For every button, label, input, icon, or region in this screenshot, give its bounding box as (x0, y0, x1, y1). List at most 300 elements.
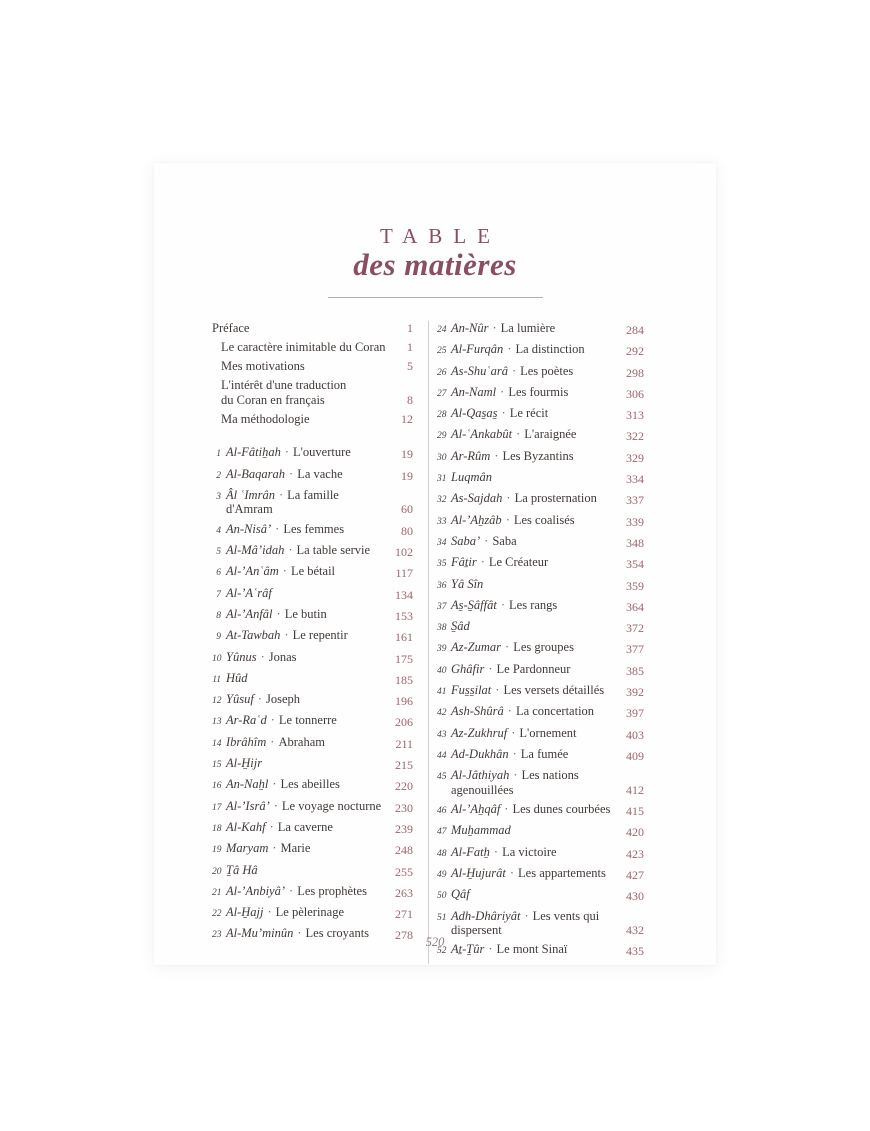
page-number: 271 (395, 907, 413, 922)
entry-label-line (451, 845, 617, 860)
entry-label (226, 564, 386, 581)
separator-dot: · (504, 802, 509, 817)
entry-label-line (226, 488, 386, 503)
toc-entry (437, 640, 644, 657)
front-matter-entry (212, 359, 413, 374)
page-number: 255 (395, 864, 413, 879)
entry-label (226, 488, 386, 517)
page-number: 337 (626, 493, 644, 508)
surah-translation: La distinction (515, 342, 585, 357)
entry-label-line (451, 866, 617, 881)
surah-translation: La prosternation (514, 491, 597, 506)
surah-number: 17 (212, 802, 222, 813)
surah-translation: Marie (280, 841, 311, 856)
surah-number: 12 (212, 696, 222, 707)
surah-number: 37 (437, 601, 447, 612)
page-number: 175 (395, 651, 413, 666)
surah-name: As-Shuʿarâ (451, 363, 508, 378)
surah-number: 31 (437, 474, 447, 485)
page-number: 420 (626, 825, 644, 840)
page-number: 377 (626, 642, 644, 657)
toc-entry (437, 364, 644, 381)
surah-number: 48 (437, 848, 447, 859)
surah-number: 28 (437, 410, 447, 421)
separator-dot: · (272, 777, 277, 792)
surah-translation: Les dunes courbées (512, 802, 611, 817)
separator-dot: · (275, 521, 280, 536)
entry-label-line (451, 513, 617, 528)
toc-entry (437, 845, 644, 862)
surah-name: Al-Furqân (451, 342, 504, 357)
entry-label (451, 513, 617, 530)
surah-translation: L'araignée (524, 427, 577, 442)
surah-translation: Le butin (284, 606, 327, 621)
page-number: 278 (395, 928, 413, 943)
entry-label-line (451, 427, 617, 442)
surah-number: 4 (216, 525, 221, 536)
surah-name: Qâf (451, 887, 470, 902)
page-number: 415 (626, 804, 644, 819)
surah-name: Fâṯir (451, 555, 477, 570)
entry-label (451, 823, 617, 840)
toc-entry (212, 735, 413, 752)
page-number: 427 (626, 867, 644, 882)
entry-label (212, 321, 386, 336)
entry-label (226, 692, 386, 709)
page-number: 161 (395, 630, 413, 645)
surah-number: 8 (216, 610, 221, 621)
toc-entry (212, 628, 413, 645)
page-number: 5 (407, 359, 413, 374)
separator-dot: · (276, 606, 281, 621)
page-number: 102 (395, 545, 413, 560)
surah-number: 40 (437, 665, 447, 676)
surah-translation: La fumée (520, 746, 569, 761)
surah-name: Ar-Raʿd (226, 713, 267, 728)
surah-translation: Les vents qui (532, 908, 600, 923)
toc-entry (437, 577, 644, 594)
surah-name: Al-Jâthiyah (451, 768, 510, 783)
page-number: 1 (407, 321, 413, 335)
surah-name: Yâ Sîn (451, 576, 484, 591)
entry-label (226, 650, 386, 667)
surah-number: 33 (437, 516, 447, 527)
surah-number: 38 (437, 623, 447, 634)
surah-name: Ibrâhîm (226, 734, 267, 749)
page-number: 423 (626, 846, 644, 861)
toc-entry (437, 406, 644, 423)
surah-name: Az-Zumar (451, 640, 502, 655)
entry-label (226, 445, 386, 462)
surah-list-left (212, 445, 413, 943)
surah-number: 1 (216, 449, 221, 460)
surah-name: Fus̱s̱ilat (451, 683, 492, 698)
surah-translation: La table servie (296, 543, 371, 558)
separator-dot: · (505, 512, 510, 527)
toc-entry (212, 756, 413, 773)
toc-entry (212, 841, 413, 858)
entry-label-line (451, 640, 617, 655)
page-number: 239 (395, 821, 413, 836)
surah-name: Al-’Anʿâm (226, 564, 279, 579)
entry-label-line (451, 726, 617, 741)
surah-translation: La caverne (277, 819, 333, 834)
surah-translation: La lumière (500, 321, 556, 335)
separator-dot: · (273, 798, 278, 813)
entry-label (451, 555, 617, 572)
surah-number: 30 (437, 452, 447, 463)
page-number: 80 (401, 523, 413, 538)
entry-label-line (451, 342, 617, 357)
surah-name: Al-Mu’minûn (226, 926, 294, 941)
toc-entry (437, 866, 644, 883)
surah-translation: Les croyants (305, 926, 370, 941)
entry-label (451, 747, 617, 764)
entry-label-line: Ma méthodologie (221, 411, 310, 426)
entry-label-line (226, 713, 386, 728)
surah-translation: Jonas (268, 649, 297, 664)
toc-entry (437, 470, 644, 487)
entry-label-line (451, 683, 617, 698)
separator-dot: · (511, 725, 516, 740)
entry-label-line (451, 406, 617, 421)
toc-entry (437, 683, 644, 700)
page-number: 19 (401, 447, 413, 462)
surah-translation: La concertation (515, 704, 595, 719)
separator-dot: · (278, 487, 284, 502)
entry-label-line (226, 735, 386, 750)
front-matter-entry (212, 340, 413, 355)
surah-name: Al-’Aʿrâf (226, 585, 272, 600)
title-divider-rule (328, 297, 543, 298)
separator-dot: · (297, 926, 302, 941)
entry-label-line (226, 863, 386, 878)
toc-entry (212, 488, 413, 517)
entry-label (451, 598, 617, 615)
surah-name: Ar-Rûm (451, 448, 491, 463)
entry-label (221, 378, 386, 407)
surah-name: As-Sajdah (451, 491, 503, 506)
page-number: 329 (626, 450, 644, 465)
surah-number: 34 (437, 537, 447, 548)
entry-label (451, 662, 617, 679)
page-number: 220 (395, 779, 413, 794)
page-number: 298 (626, 365, 644, 380)
surah-number: 21 (212, 887, 222, 898)
toc-entry (212, 607, 413, 624)
surah-number: 42 (437, 708, 447, 719)
surah-number: 32 (437, 495, 447, 506)
entry-label (226, 884, 386, 901)
surah-translation: Le voyage nocturne (281, 798, 382, 813)
entry-label-line (226, 607, 386, 622)
surah-name: Az-Zukhruf (451, 725, 508, 740)
separator-dot: · (284, 628, 289, 643)
surah-name: At-Tawbah (226, 628, 281, 643)
surah-number: 24 (437, 325, 447, 335)
separator-dot: · (506, 491, 511, 506)
surah-number: 41 (437, 687, 447, 698)
surah-name: Al-Fatẖ (451, 844, 490, 859)
surah-name: Al-’Aẖzâb (451, 512, 502, 527)
surah-name: Ghâfir (451, 661, 485, 676)
separator-dot: · (288, 543, 293, 558)
toc-title-script: des matières (353, 247, 517, 282)
toc-entry (212, 713, 413, 730)
surah-translation-line2: agenouillées (451, 782, 514, 797)
page-number: 339 (626, 514, 644, 529)
surah-translation: Les fourmis (508, 384, 569, 399)
separator-dot: · (524, 908, 529, 923)
separator-dot: · (272, 841, 277, 856)
page-number: 385 (626, 663, 644, 678)
surah-name: Yûnus (226, 649, 257, 664)
entry-label (226, 586, 386, 603)
entry-label (451, 385, 617, 402)
toc-entry (212, 543, 413, 560)
surah-name: Al-ʿAnkabût (451, 427, 513, 442)
page-number: 263 (395, 885, 413, 900)
toc-entry (212, 820, 413, 837)
entry-label-line (226, 841, 386, 856)
surah-name: Saba’ (451, 533, 481, 548)
surah-name: Âl ʿImrân (226, 487, 275, 502)
surah-translation-line2: dispersent (451, 923, 502, 938)
surah-translation: Les prophètes (297, 883, 367, 898)
surah-name: An-Naẖl (226, 777, 269, 792)
entry-label-line (226, 586, 386, 601)
entry-label-line (451, 598, 617, 613)
surah-translation: Les abeilles (280, 777, 340, 792)
surah-number: 36 (437, 580, 447, 591)
folio-page-number: 520 (425, 935, 445, 949)
surah-number: 23 (212, 930, 222, 941)
toc-entry (212, 467, 413, 484)
surah-translation: Les rangs (509, 597, 558, 612)
toc-entry (437, 768, 644, 797)
entry-label-line (226, 884, 386, 899)
page-number: 313 (626, 408, 644, 423)
surah-number: 20 (212, 866, 222, 877)
surah-number: 9 (216, 632, 221, 643)
surah-name: Al-Mâ’idah (226, 543, 285, 558)
toc-entry (437, 491, 644, 508)
surah-name: Muẖammad (451, 823, 511, 838)
separator-dot: · (494, 448, 499, 463)
surah-number: 5 (216, 547, 221, 558)
entry-label (451, 802, 617, 819)
toc-columns (212, 321, 644, 964)
entry-label-line (451, 470, 617, 485)
page-number: 359 (626, 578, 644, 593)
page-number: 322 (626, 429, 644, 444)
surah-translation: Joseph (265, 692, 300, 707)
separator-dot: · (493, 844, 499, 859)
page-number: 248 (395, 843, 413, 858)
entry-label-line (226, 650, 386, 665)
entry-label-line (226, 777, 386, 792)
surah-number: 22 (212, 909, 222, 920)
surah-name: Al-Fâtiẖah (226, 445, 281, 460)
entry-label (451, 683, 617, 700)
separator-dot: · (501, 406, 506, 421)
surah-number: 25 (437, 346, 447, 357)
separator-dot: · (270, 713, 275, 728)
separator-dot: · (484, 533, 489, 548)
surah-number: 18 (212, 823, 222, 834)
entry-label (451, 887, 617, 904)
separator-dot: · (257, 692, 262, 707)
toc-entry (212, 884, 413, 901)
entry-label-line (451, 385, 617, 400)
page-number: 430 (626, 889, 644, 904)
surah-translation: Les Byzantins (502, 448, 574, 463)
entry-label (226, 841, 386, 858)
page-number: 206 (395, 715, 413, 730)
surah-name: Aṯ-Ṯûr (451, 942, 485, 957)
entry-label-line (451, 619, 617, 634)
entry-label-line (451, 491, 617, 506)
front-matter-list (212, 321, 413, 426)
surah-translation: Les nations (521, 768, 579, 783)
toc-entry (437, 555, 644, 572)
entry-label-line (226, 692, 386, 707)
toc-entry (437, 747, 644, 764)
surah-name: As̱-S̱âffât (451, 597, 497, 612)
book-page (154, 163, 716, 965)
entry-label-line (226, 905, 386, 920)
surah-translation-line2: d'Amram (226, 502, 273, 517)
page-number: 196 (395, 694, 413, 709)
entry-label-line (451, 704, 617, 719)
page-number: 334 (626, 472, 644, 487)
surah-translation: Les femmes (283, 521, 345, 536)
entry-label-line (451, 768, 617, 783)
entry-label-line (451, 534, 617, 549)
entry-label (451, 406, 617, 423)
entry-label (451, 619, 617, 636)
page-number: 153 (395, 608, 413, 623)
surah-name: Al-’Aẖqâf (451, 802, 501, 817)
surah-name: Al-Kahf (226, 819, 266, 834)
separator-dot: · (507, 342, 512, 357)
separator-dot: · (269, 819, 274, 834)
page-number: 230 (395, 800, 413, 815)
toc-entry (212, 650, 413, 667)
toc-entry (212, 564, 413, 581)
page-number: 211 (395, 736, 413, 751)
entry-label (221, 340, 386, 355)
surah-number: 19 (212, 845, 222, 856)
surah-translation: Abraham (278, 734, 325, 749)
page-number: 412 (626, 782, 644, 797)
entry-label-line (451, 887, 617, 902)
front-matter-entry (212, 412, 413, 427)
toc-entry (212, 586, 413, 603)
entry-label-line (226, 467, 386, 482)
toc-entry (437, 726, 644, 743)
surah-name: Al-H̱ajj (226, 905, 264, 920)
separator-dot: · (500, 384, 505, 399)
entry-label-line (226, 522, 386, 537)
surah-translation: Saba (492, 533, 517, 548)
entry-label-line (226, 756, 386, 771)
separator-dot: · (492, 321, 497, 335)
separator-dot: · (267, 905, 272, 920)
toc-entry (437, 534, 644, 551)
page-number: 392 (626, 685, 644, 700)
surah-name: S̱âd (451, 619, 470, 634)
entry-label (451, 342, 617, 359)
page-number: 432 (626, 923, 644, 938)
entry-label (226, 543, 386, 560)
entry-label-line (226, 628, 386, 643)
surah-name: Hûd (226, 670, 248, 685)
toc-entry (212, 905, 413, 922)
entry-label (451, 909, 617, 938)
surah-name: An-Nisâ’ (226, 521, 272, 536)
surah-number: 11 (212, 674, 221, 685)
toc-entry (437, 887, 644, 904)
surah-name: Maryam (226, 841, 269, 856)
surah-number: 26 (437, 367, 447, 378)
entry-label-line (451, 555, 617, 570)
surah-translation: La victoire (502, 844, 557, 859)
toc-entry (437, 909, 644, 938)
separator-dot: · (505, 640, 510, 655)
toc-entry (212, 799, 413, 816)
surah-number: 47 (437, 827, 447, 838)
surah-translation: L'ornement (519, 725, 577, 740)
separator-dot: · (488, 942, 493, 957)
surah-name: Adh-Dhâriyât (451, 908, 521, 923)
entry-label-line (451, 823, 617, 838)
surah-number: 29 (437, 431, 447, 442)
surah-name: Al-Qas̱as̱ (451, 406, 498, 421)
surah-translation: Le mont Sinaï (496, 942, 568, 957)
entry-label-line (226, 799, 386, 814)
surah-name: Ṯâ Hâ (226, 862, 258, 877)
page-number: 60 (401, 502, 413, 517)
toc-title-caps: TABLE (380, 224, 501, 248)
toc-entry (437, 449, 644, 466)
surah-translation: Les coalisés (513, 512, 575, 527)
surah-translation: Le Pardonneur (496, 661, 571, 676)
separator-dot: · (500, 597, 506, 612)
entry-label-line (451, 802, 617, 817)
separator-dot: · (516, 427, 521, 442)
entry-label (451, 866, 617, 883)
entry-label (226, 467, 386, 484)
page-number: 403 (626, 727, 644, 742)
surah-name: Al-Baqarah (226, 466, 286, 481)
toc-entry (212, 522, 413, 539)
page-number: 397 (626, 706, 644, 721)
entry-label (451, 449, 617, 466)
entry-label (226, 756, 386, 773)
surah-number: 14 (212, 738, 222, 749)
entry-label (226, 777, 386, 794)
toc-column-left (212, 321, 413, 964)
separator-dot: · (513, 768, 518, 783)
page-number: 372 (626, 621, 644, 636)
toc-entry (437, 662, 644, 679)
entry-label (226, 905, 386, 922)
separator-dot: · (289, 883, 294, 898)
toc-entry (437, 823, 644, 840)
surah-number: 52 (437, 946, 447, 957)
surah-number: 50 (437, 891, 447, 902)
